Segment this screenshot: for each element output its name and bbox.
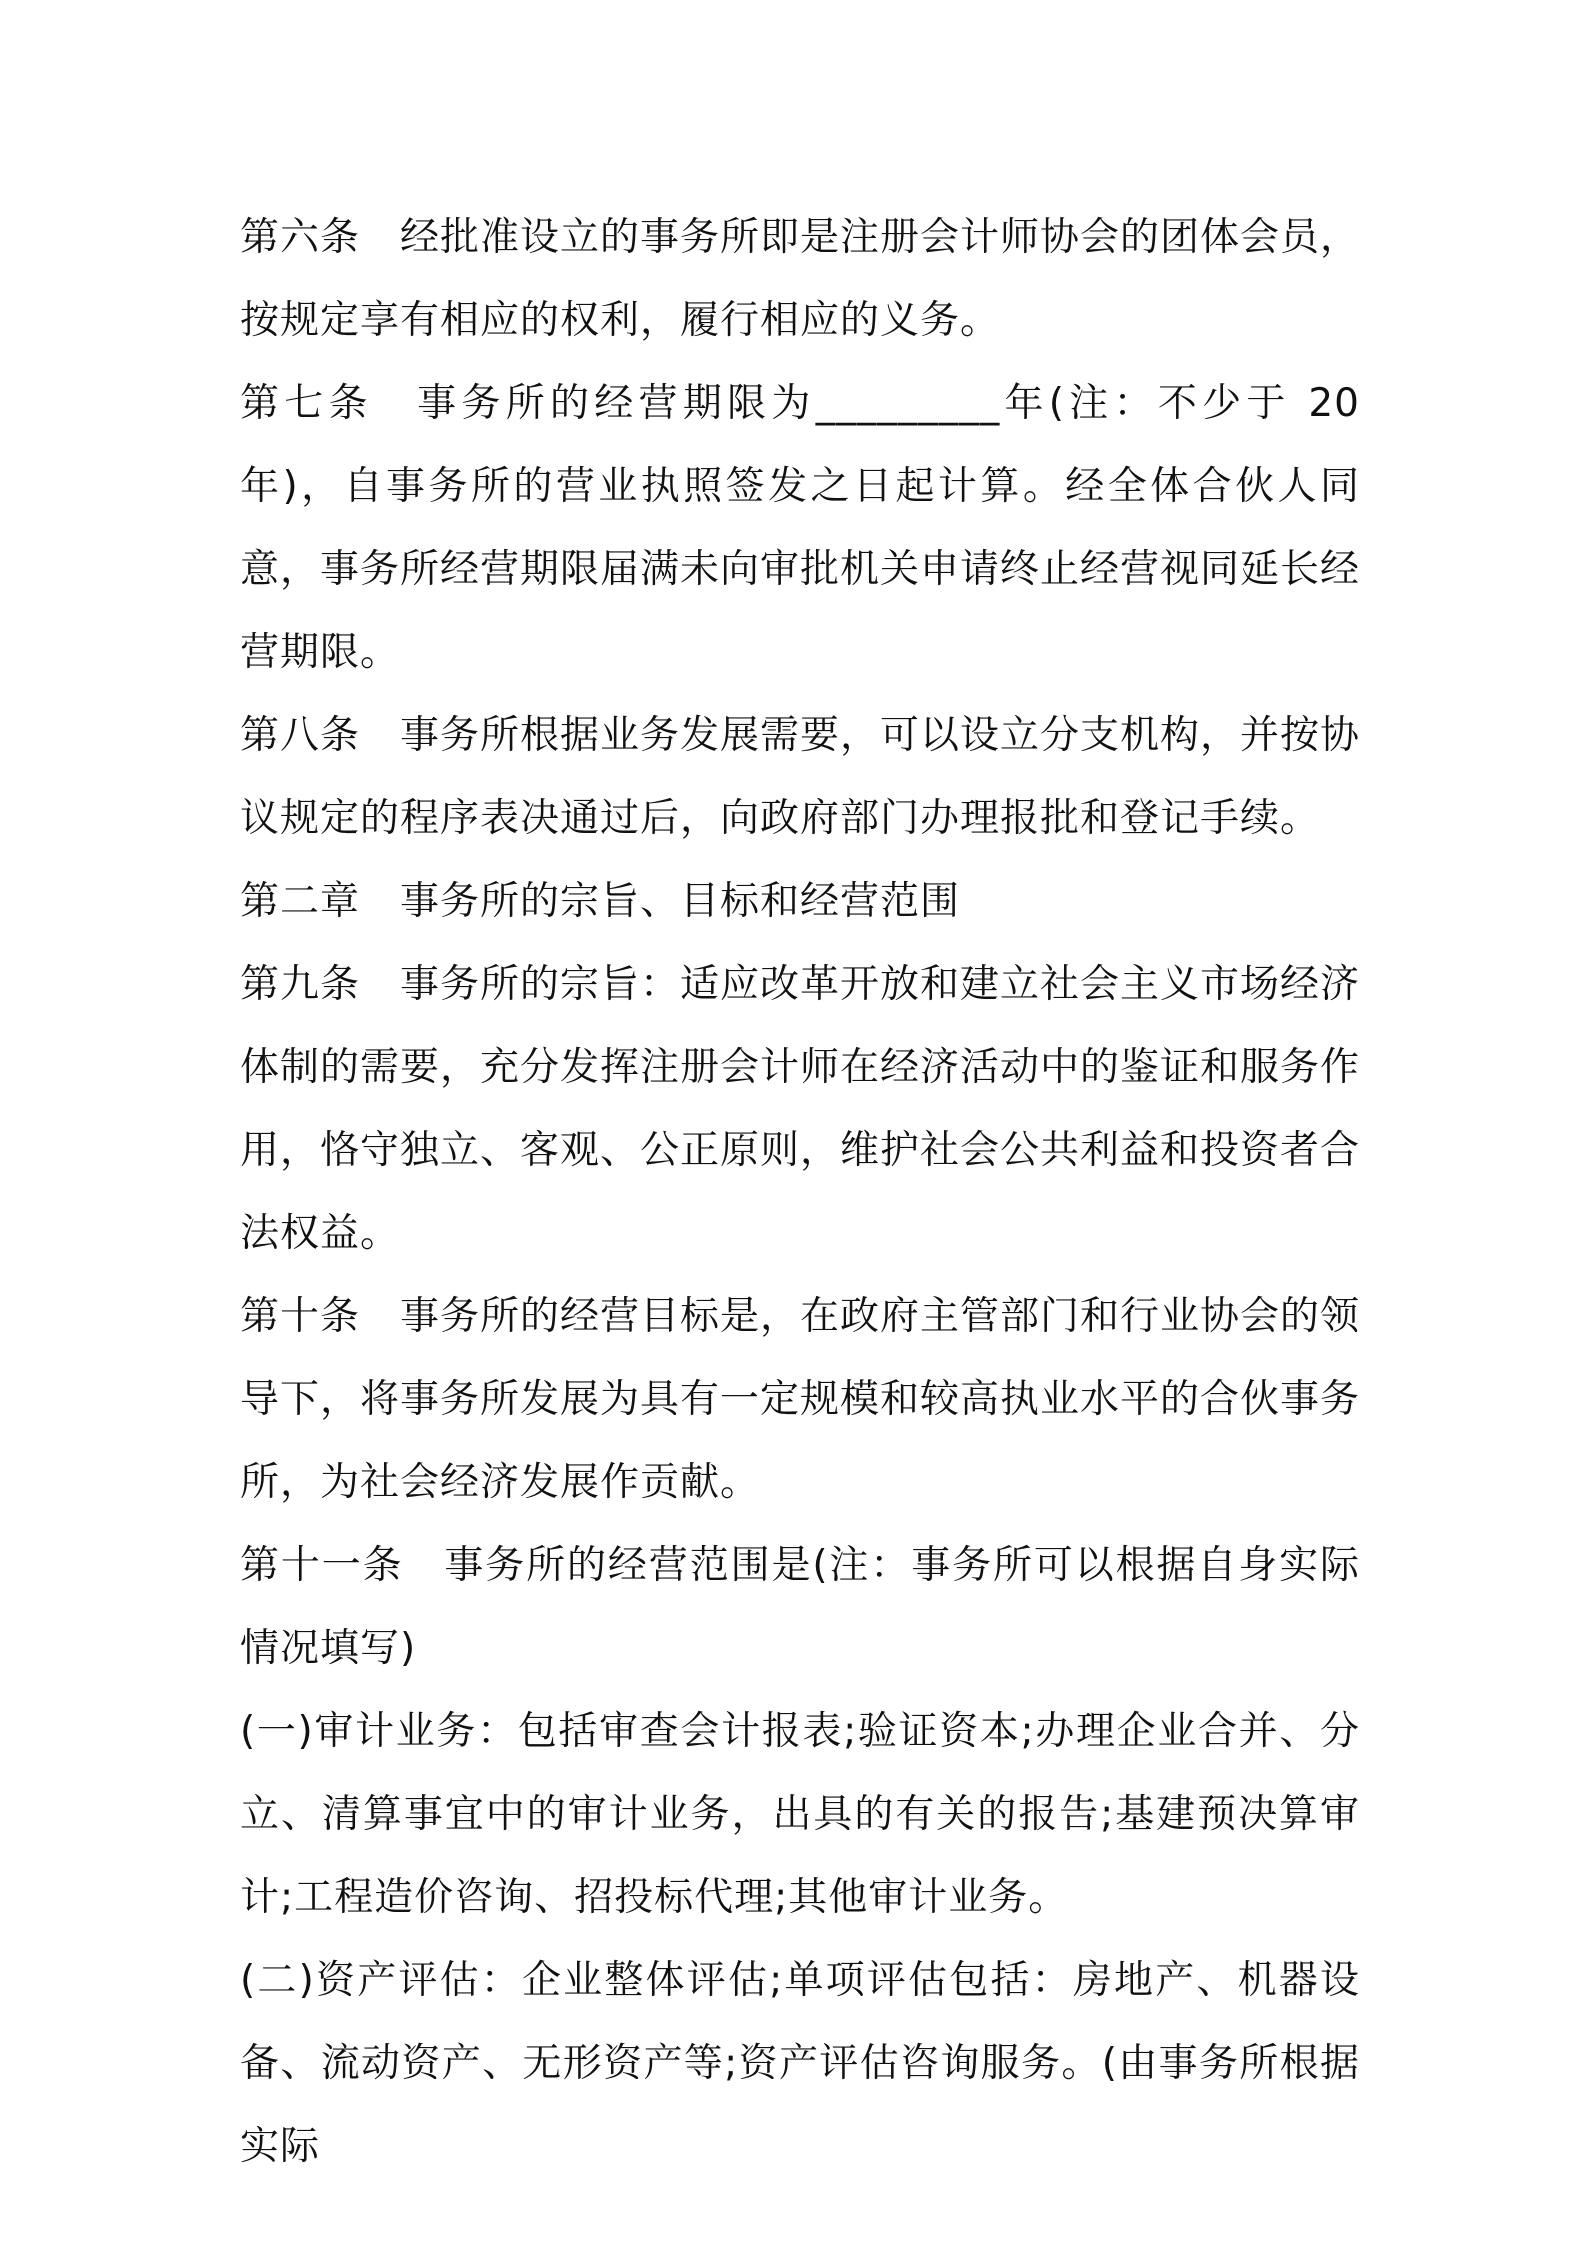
article-7-paragraph: 第七条 事务所的经营期限为_________年(注：不少于 20 年)，自事务所的营业执照签发之日起计算。经全体合伙人同意，事务所经营期限届满未向审批机关申请终止经营视同延长经营期限。 — [240, 381, 1361, 675]
document-page — [240, 196, 1360, 2188]
article-11-paragraph: 第十一条 事务所的经营范围是(注：事务所可以根据自身实际情况填写) — [240, 1543, 1360, 1671]
scope-item-asset-valuation: (二)资产评估：企业整体评估;单项评估包括：房地产、机器设备、流动资产、无形资产等;资产评估咨询服务。(由事务所根据实际 — [240, 1958, 1360, 2169]
article-8-paragraph: 第八条 事务所根据业务发展需要，可以设立分支机构，并按协议规定的程序表决通过后，向政府部门办理报批和登记手续。 — [240, 713, 1361, 841]
article-6-paragraph: 第六条 经批准设立的事务所即是注册会计师协会的团体会员，按规定享有相应的权利，履行相应的义务。 — [240, 215, 1361, 343]
chapter-2-heading: 第二章 事务所的宗旨、目标和经营范围 — [240, 879, 961, 924]
article-9-paragraph: 第九条 事务所的宗旨：适应改革开放和建立社会主义市场经济体制的需要，充分发挥注册会计师在经济活动中的鉴证和服务作用，恪守独立、客观、公正原则，维护社会公共利益和投资者合法权益。 — [240, 962, 1361, 1256]
article-10-paragraph: 第十条 事务所的经营目标是，在政府主管部门和行业协会的领导下，将事务所发展为具有一定规模和较高执业水平的合伙事务所，为社会经济发展作贡献。 — [240, 1294, 1361, 1505]
scope-item-audit: (一)审计业务：包括审查会计报表;验证资本;办理企业合并、分立、清算事宜中的审计业务，出具的有关的报告;基建预决算审计;工程造价咨询、招投标代理;其他审计业务。 — [240, 1709, 1360, 1920]
